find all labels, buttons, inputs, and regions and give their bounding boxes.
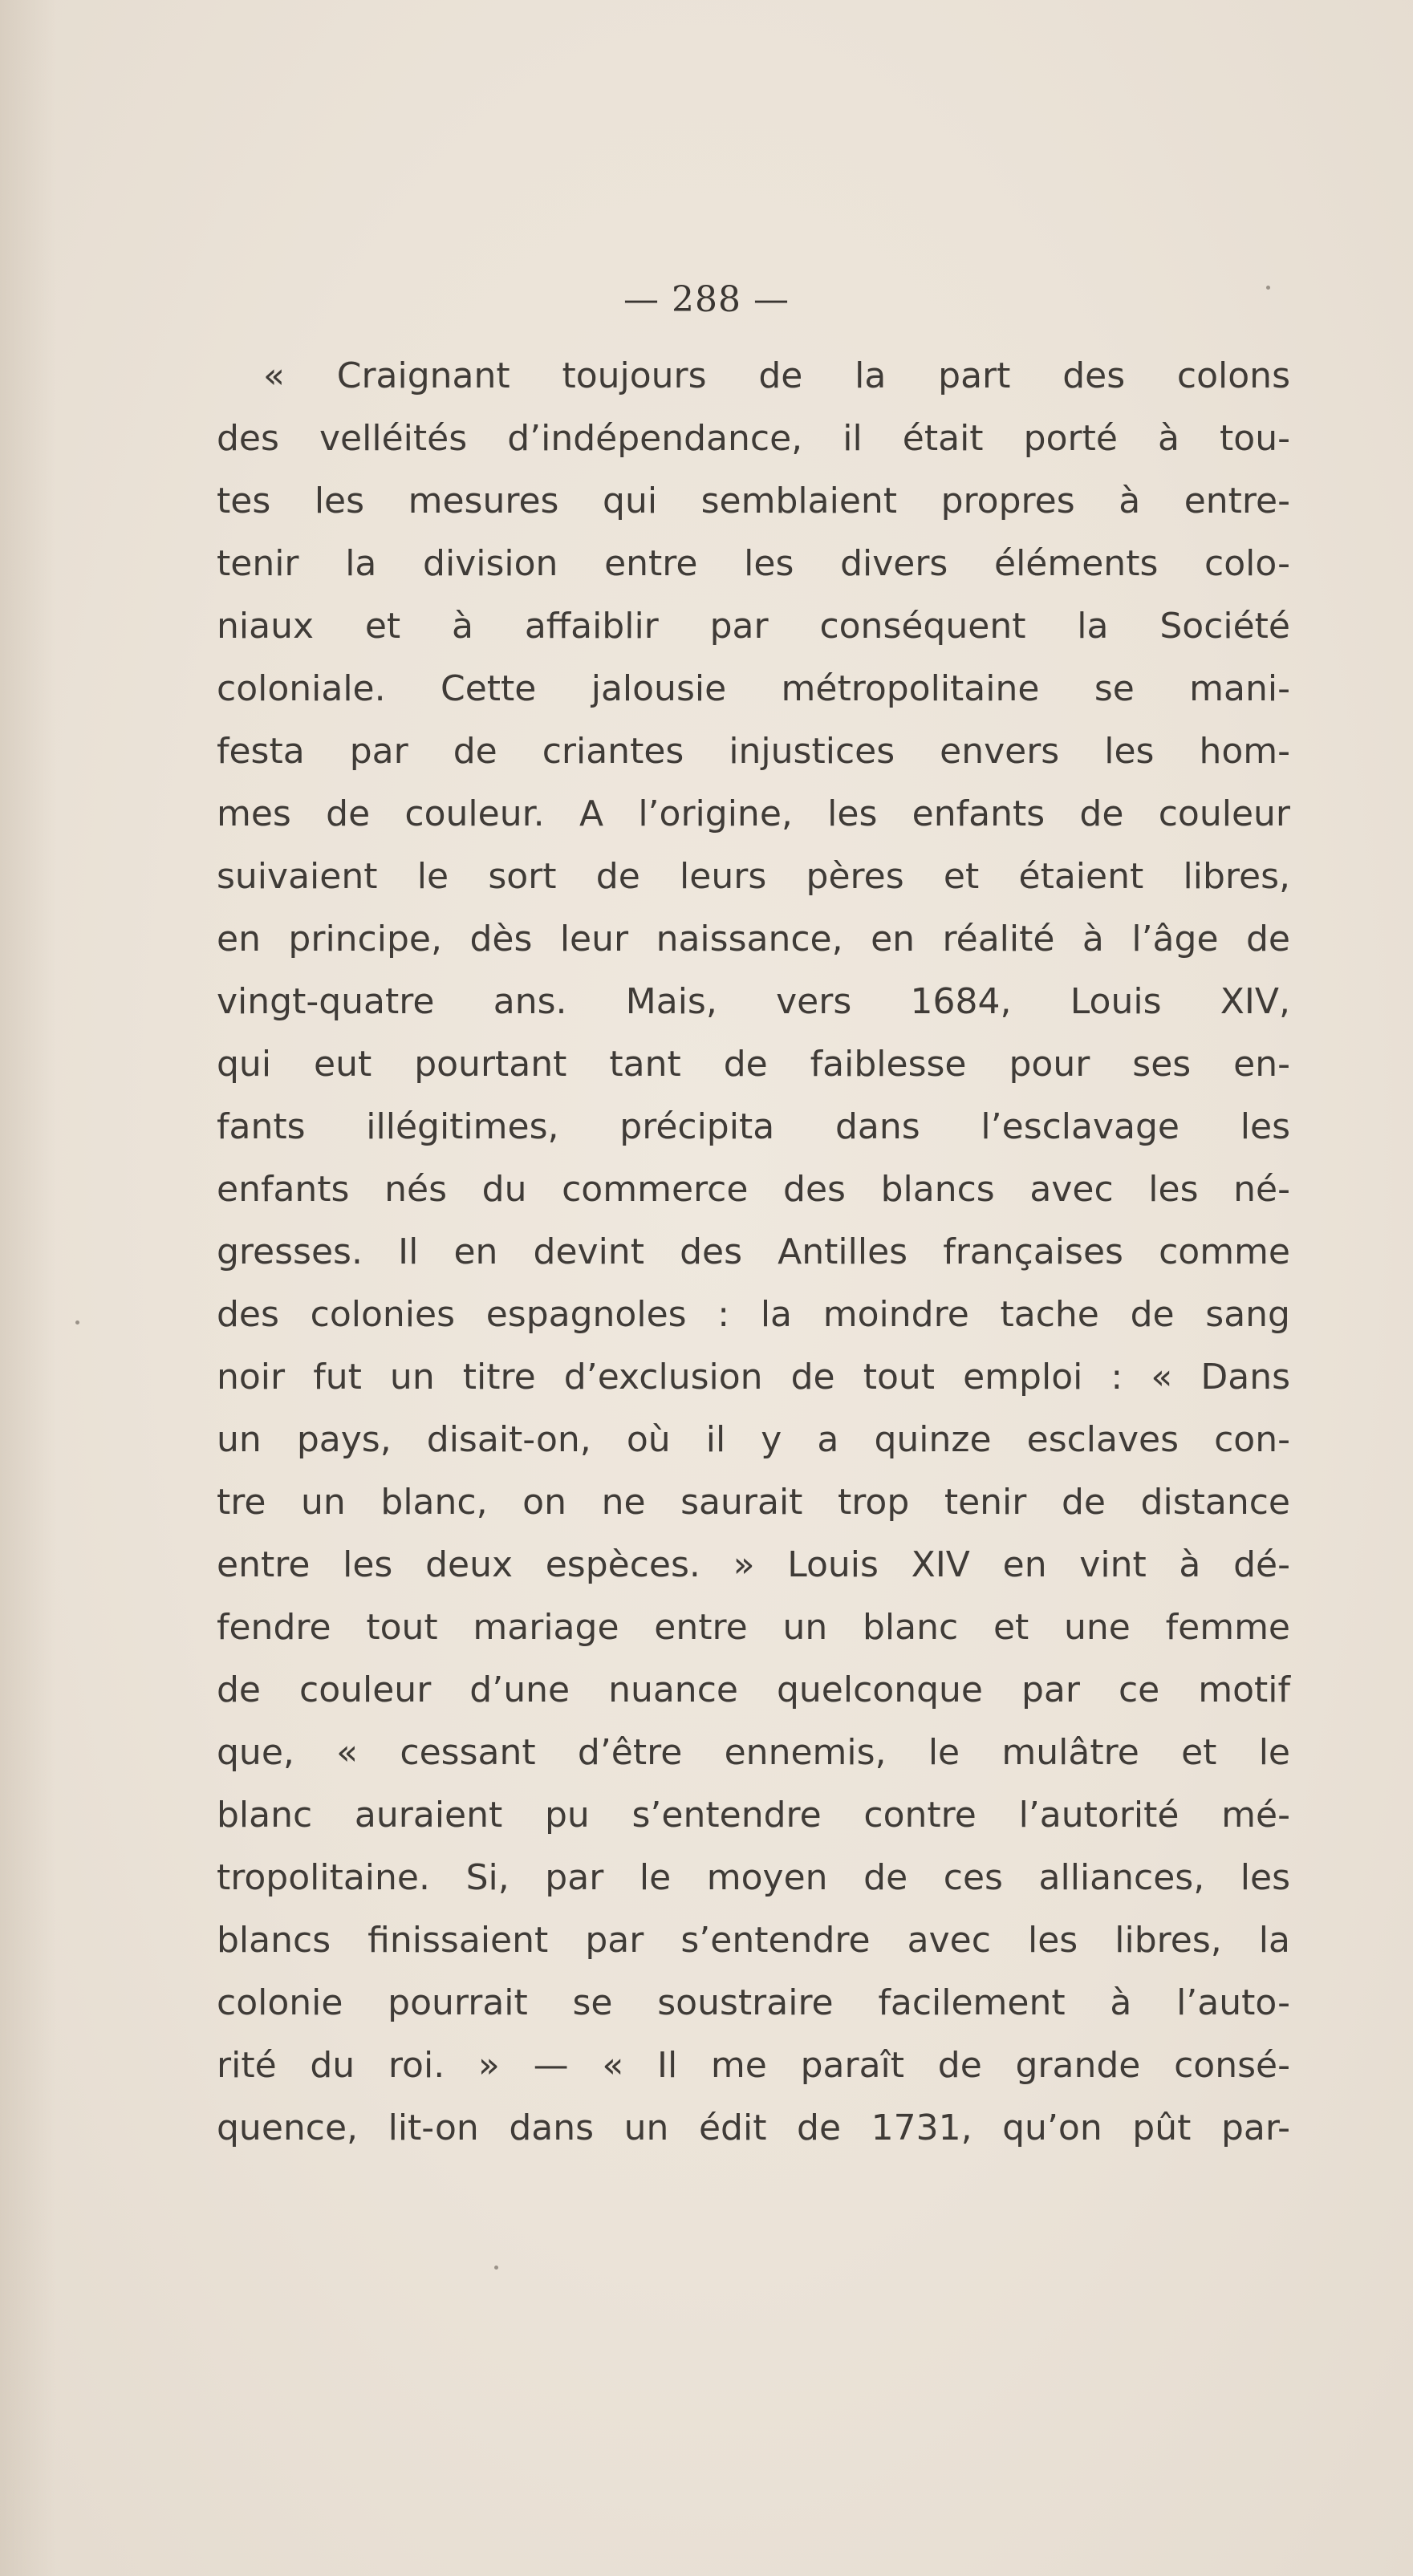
text-line: blanc auraient pu s’entendre contre l’autorité mé- [217, 1795, 1290, 1836]
text-line: rité du roi. » — « Il me paraît de grande consé- [217, 2045, 1290, 2086]
text-line: enfants nés du commerce des blancs avec les né- [217, 1169, 1290, 1210]
text-line: niaux et à affaiblir par conséquent la Société [217, 606, 1290, 647]
text-line: un pays, disait-on, où il y a quinze esclaves con- [217, 1419, 1290, 1460]
text-line: des velléités d’indépendance, il était porté à tou- [217, 418, 1290, 459]
text-line: colonie pourrait se soustraire facilement à l’auto- [217, 1982, 1290, 2023]
body-text [217, 345, 1290, 2160]
text-line: qui eut pourtant tant de faiblesse pour ses en- [217, 1044, 1290, 1085]
text-line: de couleur d’une nuance quelconque par ce motif [217, 1669, 1290, 1710]
text-line: « Craignant toujours de la part des colons [263, 355, 1290, 396]
paper-speck [1266, 286, 1270, 290]
text-line: suivaient le sort de leurs pères et étaient libres, [217, 856, 1290, 897]
text-line: vingt-quatre ans. Mais, vers 1684, Louis XIV, [217, 981, 1290, 1022]
text-line: quence, lit-on dans un édit de 1731, qu’on pût par- [217, 2107, 1290, 2148]
text-line: en principe, dès leur naissance, en réalité à l’âge de [217, 919, 1290, 959]
text-line: que, « cessant d’être ennemis, le mulâtre et le [217, 1732, 1290, 1773]
paper-speck [75, 1320, 79, 1325]
text-line: festa par de criantes injustices envers les hom- [217, 731, 1290, 772]
page-gutter-shadow [0, 0, 56, 2576]
page-number: — 288 — [623, 279, 790, 320]
text-line: blancs finissaient par s’entendre avec les libres, la [217, 1920, 1290, 1961]
text-line: tropolitaine. Si, par le moyen de ces alliances, les [217, 1857, 1290, 1898]
text-line: coloniale. Cette jalousie métropolitaine se mani- [217, 668, 1290, 709]
text-line: tenir la division entre les divers éléments colo- [217, 543, 1290, 584]
text-line: tes les mesures qui semblaient propres à entre- [217, 481, 1290, 521]
paper-speck [494, 2266, 498, 2270]
text-line: tre un blanc, on ne saurait trop tenir de distance [217, 1482, 1290, 1523]
text-line: gresses. Il en devint des Antilles françaises comme [217, 1231, 1290, 1272]
text-line: entre les deux espèces. » Louis XIV en vint à dé- [217, 1544, 1290, 1585]
text-line: fants illégitimes, précipita dans l’esclavage les [217, 1106, 1290, 1147]
text-line: fendre tout mariage entre un blanc et une femme [217, 1607, 1290, 1648]
text-line: noir fut un titre d’exclusion de tout emploi : « Dans [217, 1357, 1290, 1398]
text-line: mes de couleur. A l’origine, les enfants de couleur [217, 793, 1290, 834]
text-line: des colonies espagnoles : la moindre tache de sang [217, 1294, 1290, 1335]
